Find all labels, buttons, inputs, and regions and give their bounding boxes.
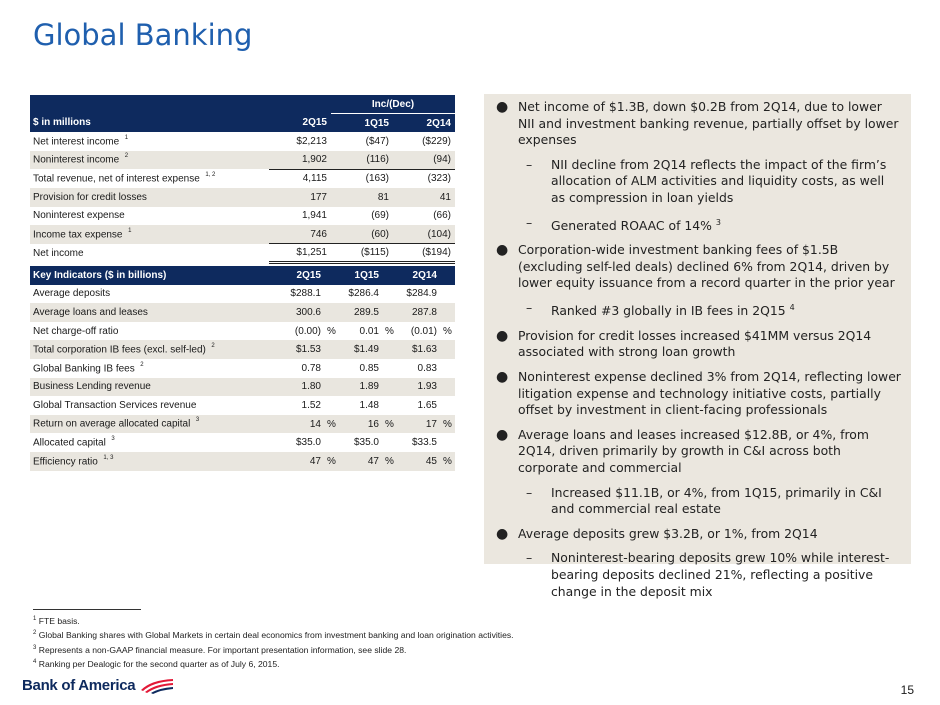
cell-c2: (60) (331, 225, 393, 244)
column-header-1q15: 1Q15 (354, 269, 379, 281)
table-row (30, 433, 455, 452)
footnote-ref: 3 (111, 435, 115, 442)
sub-bullet-item (496, 215, 901, 235)
cell-c1: 177 (310, 191, 327, 203)
footnote-ref: 3 (715, 217, 721, 227)
cell-unit: % (327, 455, 336, 467)
cell-c1: 746 (269, 225, 331, 244)
footnote-item (33, 656, 514, 670)
cell-c1: $1,251 (269, 244, 331, 263)
bullet-text: Generated ROAAC of 14% (551, 217, 712, 233)
row-label: Allocated capital $^3$ (33, 435, 115, 449)
cell-unit (383, 285, 397, 304)
bullet-item (496, 369, 901, 419)
cell-unit (383, 359, 397, 378)
row-label: Noninterest expense (33, 210, 125, 222)
commentary-panel (484, 94, 911, 599)
cell-unit (383, 340, 397, 359)
cell-c2: (69) (371, 210, 389, 222)
flag-logo-icon (139, 678, 175, 694)
row-label: Average deposits (33, 288, 111, 300)
cell-unit (441, 378, 455, 397)
dash-icon: – (526, 484, 533, 500)
cell-c3: (104) (393, 225, 455, 244)
cell-c1: $35.0 (295, 437, 321, 449)
bullet-item (496, 526, 901, 543)
cell-unit: % (443, 325, 452, 337)
table-row (30, 359, 455, 378)
cell-unit (325, 433, 339, 452)
footnote-ref: 2 (211, 343, 215, 349)
cell-c1: 14 (309, 418, 321, 430)
dash-icon: – (526, 550, 533, 566)
bullet-item (496, 427, 901, 477)
cell-c2: 47 (367, 455, 379, 467)
bullet-item (496, 99, 901, 149)
cell-c3: 287.8 (411, 306, 437, 318)
footnotes (33, 613, 514, 671)
cell-unit (441, 285, 455, 304)
table-row (30, 132, 455, 151)
footnote-ref: 1 (128, 227, 132, 234)
table-row (30, 244, 455, 263)
footnote-text: Ranking per Dealogic for the second quarter as of July 6, 2015. (36, 659, 280, 670)
cell-unit (441, 433, 455, 452)
cell-c1: 47 (309, 455, 321, 467)
footnote-divider (33, 609, 141, 610)
column-header-1q15: 1Q15 (364, 117, 389, 129)
table-row (30, 188, 455, 207)
bullet-dot-icon: ● (496, 525, 509, 542)
bullet-text: NII decline from 2Q14 reflects the impact of the firm’s allocation of ALM activities and liquidity costs, as well as compression in loan yields (551, 156, 887, 205)
column-header-label: $ in millions (33, 117, 91, 129)
cell-c3: (66) (433, 210, 451, 222)
cell-c2: ($47) (365, 135, 389, 147)
cell-c2: 1.48 (359, 399, 379, 411)
bullet-dot-icon: ● (496, 426, 509, 443)
cell-c1: (0.00) (294, 325, 321, 337)
cell-c2: 1.89 (359, 381, 379, 393)
cell-c3: (0.01) (410, 325, 437, 337)
cell-c1: 300.6 (295, 306, 321, 318)
cell-unit: % (385, 418, 394, 430)
cell-unit (383, 303, 397, 322)
cell-c2: $35.0 (353, 437, 379, 449)
table-header-row (30, 114, 455, 133)
bullet-dot-icon: ● (496, 327, 509, 344)
table-row (30, 322, 455, 341)
row-label: Provision for credit losses (33, 191, 147, 203)
footnote-ref: 4 (789, 303, 795, 313)
table-row (30, 151, 455, 170)
sub-bullet-item (496, 485, 901, 518)
cell-unit (383, 433, 397, 452)
row-label: Total revenue, net of interest expense $^{1, 2}$ (33, 172, 216, 185)
cell-unit (441, 303, 455, 322)
bullet-text: Increased $11.1B, or 4%, from 1Q15, primarily in C&I and commercial real estate (551, 484, 882, 517)
column-header-2q15: 2Q15 (296, 269, 321, 281)
cell-c2: 16 (367, 418, 379, 430)
row-label: Efficiency ratio $^{1, 3}$ (33, 454, 114, 467)
page-title: Global Banking (33, 18, 253, 52)
cell-c3: 17 (425, 418, 437, 430)
table-row (30, 340, 455, 359)
table-row (30, 303, 455, 322)
column-header-2q14: 2Q14 (412, 269, 437, 281)
cell-c2: 0.01 (359, 325, 379, 337)
cell-unit: % (385, 325, 394, 337)
dash-icon: – (526, 156, 533, 172)
cell-c3: (323) (427, 173, 451, 185)
table-row (30, 378, 455, 397)
cell-unit (325, 303, 339, 322)
cell-c2: 289.5 (353, 306, 379, 318)
cell-unit (325, 285, 339, 304)
sub-bullet-item (496, 157, 901, 207)
bullet-item (496, 242, 901, 292)
footnote-ref: 1 (124, 134, 129, 141)
row-label: Net interest income $^1$ (33, 134, 129, 148)
cell-unit: % (443, 455, 452, 467)
cell-c3: (94) (393, 151, 455, 170)
row-label: Return on average allocated capital $^3$ (33, 417, 200, 430)
table-row (30, 396, 455, 415)
cell-c3: ($194) (393, 244, 455, 263)
table-row (30, 225, 455, 244)
cell-c2: 81 (377, 191, 389, 203)
cell-unit (325, 359, 339, 378)
footnote-number: 2 (33, 630, 37, 637)
row-label: Noninterest income $^2$ (33, 153, 129, 166)
dash-icon: – (526, 214, 533, 230)
row-label: Business Lending revenue (33, 381, 151, 393)
cell-unit: % (385, 455, 394, 467)
footnote-ref: 1, 3 (103, 454, 114, 461)
cell-c3: 1.93 (417, 381, 437, 393)
bullet-text: Noninterest expense declined 3% from 2Q14, reflecting lower litigation expense and technology initiative costs, partially offset by investment in client-facing professionals (518, 368, 901, 418)
bullet-item (496, 328, 901, 361)
cell-unit: % (327, 325, 336, 337)
bullet-dot-icon: ● (496, 99, 509, 115)
table-row (30, 452, 455, 471)
cell-c3: 0.83 (417, 362, 437, 374)
row-label: Average loans and leases (33, 306, 148, 318)
cell-c1: 1,941 (301, 210, 327, 222)
row-label: Net income (33, 247, 84, 259)
footnote-ref: 3 (195, 417, 200, 424)
row-label: Global Banking IB fees $^2$ (33, 361, 144, 374)
table-row (30, 207, 455, 226)
cell-unit (441, 396, 455, 415)
table-group-header-row (30, 95, 455, 114)
cell-c3: 1.65 (417, 399, 437, 411)
cell-c2: $286.4 (348, 288, 379, 300)
cell-c1: 1.52 (301, 399, 321, 411)
cell-c2: (163) (365, 173, 389, 185)
row-label: Income tax expense $^1$ (33, 227, 132, 241)
table-header-row (30, 266, 455, 285)
cell-unit (441, 359, 455, 378)
bullet-text: Provision for credit losses increased $41MM versus 2Q14 associated with strong loan growth (518, 327, 872, 360)
sub-bullet-item (496, 550, 901, 600)
cell-unit (383, 396, 397, 415)
footnote-text: FTE basis. (36, 615, 80, 626)
cell-c3: ($229) (422, 135, 451, 147)
column-header-2q14: 2Q14 (426, 117, 451, 129)
dash-icon: – (526, 300, 533, 316)
table-row (30, 285, 455, 304)
cell-c1: 1.80 (301, 381, 321, 393)
cell-unit (325, 340, 339, 359)
cell-unit (441, 340, 455, 359)
column-header-2q15: 2Q15 (302, 117, 327, 129)
footnote-text: Represents a non-GAAP financial measure. For important presentation information, see slide 28. (36, 644, 407, 655)
cell-c2: (116) (331, 151, 393, 170)
cell-c3: 45 (425, 455, 437, 467)
row-label: Net charge-off ratio (33, 325, 119, 337)
bank-of-america-logo (22, 677, 175, 694)
table-row (30, 169, 455, 188)
cell-c2: ($115) (331, 244, 393, 263)
cell-c1: 1,902 (269, 151, 331, 170)
cell-c2: $1.49 (353, 344, 379, 356)
cell-unit (383, 378, 397, 397)
key-indicators-table (30, 266, 455, 471)
cell-c1: $1.53 (295, 344, 321, 356)
cell-unit: % (327, 418, 336, 430)
bullet-text: Average loans and leases increased $12.8B, or 4%, from 2Q14, driven primarily by growth in C&I across both corporate and commercial (518, 426, 869, 475)
footnote-number: 1 (33, 616, 37, 622)
footnote-item (33, 613, 514, 627)
cell-unit (325, 378, 339, 397)
bullet-text: Average deposits grew $3.2B, or 1%, from 2Q14 (518, 525, 818, 541)
cell-unit: % (443, 418, 452, 430)
bullet-dot-icon: ● (496, 242, 509, 259)
bullet-text: Corporation-wide investment banking fees of $1.5B (excluding self-led deals) declined 6% from 2Q14, driven by lower equity issuance from a record quarter in the prior year (518, 242, 895, 291)
footnote-ref: 2 (124, 153, 129, 160)
cell-c1: 0.78 (301, 362, 321, 374)
bullet-dot-icon: ● (496, 368, 509, 385)
footnote-ref: 1, 2 (205, 172, 216, 178)
cell-c3: $33.5 (411, 437, 437, 449)
financial-summary-table (30, 95, 455, 264)
page-number: 15 (900, 683, 914, 697)
bullet-text: Ranked #3 globally in IB fees in 2Q15 (551, 303, 786, 319)
cell-c3: $1.63 (411, 344, 437, 356)
footnote-item (33, 627, 514, 641)
column-header-label: Key Indicators ($ in billions) (33, 269, 167, 281)
group-header-inc-dec: Inc/(Dec) (331, 95, 455, 114)
footnote-number: 3 (33, 644, 37, 651)
table-row (30, 415, 455, 434)
cell-c1: 4,115 (302, 173, 327, 185)
sub-bullet-item (496, 300, 901, 320)
footnote-text: Global Banking shares with Global Markets in certain deal economics from investment banking and loan origination activities. (36, 630, 514, 641)
bullet-text: Noninterest-bearing deposits grew 10% while interest-bearing deposits declined 21%, reflecting a positive change in the deposit mix (551, 550, 890, 599)
footnote-item (33, 642, 514, 656)
bullet-text: Net income of $1.3B, down $0.2B from 2Q14, due to lower NII and investment banking revenue, partially offset by lower expenses (518, 99, 899, 148)
cell-c2: 0.85 (359, 362, 379, 374)
cell-c3: 41 (439, 191, 451, 203)
cell-c3: $284.9 (406, 288, 437, 300)
footnote-number: 4 (33, 659, 37, 666)
cell-unit (325, 396, 339, 415)
row-label: Total corporation IB fees (excl. self-led) $^2$ (33, 343, 215, 356)
cell-c1: $2,213 (296, 135, 327, 147)
brand-name: Bank of America (22, 677, 136, 694)
cell-c1: $288.1 (290, 288, 321, 300)
row-label: Global Transaction Services revenue (33, 399, 197, 411)
footnote-ref: 2 (140, 361, 144, 368)
